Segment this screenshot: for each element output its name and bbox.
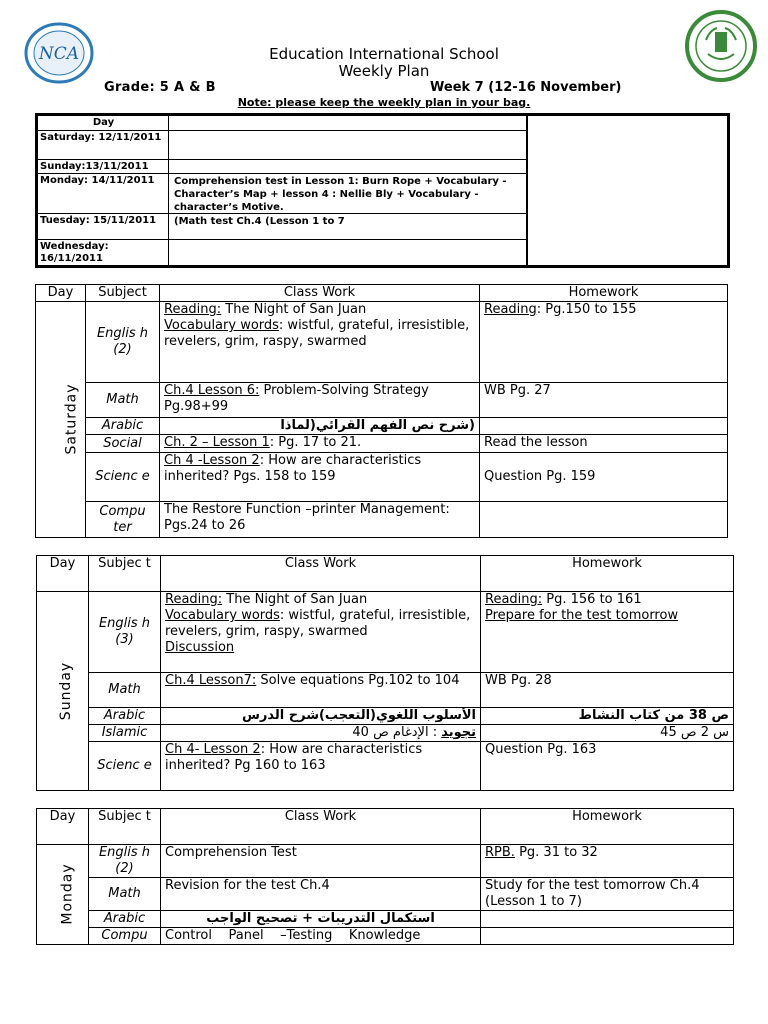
subject-cell: Math <box>89 878 161 911</box>
table-row <box>37 592 734 673</box>
discussion-label: Discussion <box>165 640 235 655</box>
classwork-text: : الإدغام ص 40 <box>352 725 442 740</box>
classwork-label: Ch 4- Lesson 2 <box>165 742 261 757</box>
day-label-cell <box>37 845 89 945</box>
classwork-cell <box>161 592 481 673</box>
table-row <box>37 673 734 708</box>
table-row <box>36 383 728 418</box>
homework-cell <box>481 928 734 945</box>
subject-cell: Compu <box>89 928 161 945</box>
classwork-label: Ch 4 -Lesson 2 <box>164 453 260 468</box>
subject-cell: Englis h (2) <box>86 302 160 383</box>
subject-cell: Compu ter <box>86 502 160 538</box>
homework-cell <box>481 592 734 673</box>
homework-cell: WB Pg. 27 <box>480 383 728 418</box>
homework-label: RPB. <box>485 845 515 860</box>
table-row <box>37 928 734 945</box>
classwork-cell <box>160 435 480 453</box>
week-label: Week 7 (12-16 November) <box>430 80 622 95</box>
col-header-subject: Subjec t <box>89 556 161 592</box>
homework-cell <box>481 911 734 928</box>
classwork-label: Ch.4 Lesson7: <box>165 673 257 688</box>
day-label-cell <box>36 302 86 538</box>
table-row <box>36 435 728 453</box>
col-header-day: Day <box>36 285 86 302</box>
schedule-day: Wednesday: 16/11/2011 <box>40 241 109 264</box>
vocab-text: : wistful, grateful, irresistible, revelers, grim, raspy, swarmed <box>164 318 470 349</box>
subject-cell: Scienc e <box>89 742 161 791</box>
saturday-table <box>35 284 728 538</box>
plan-title: Weekly Plan <box>338 62 430 80</box>
homework-cell <box>481 845 734 878</box>
vocab-label: Vocabulary words <box>164 318 279 333</box>
exam-schedule <box>35 113 730 268</box>
homework-label: Reading <box>484 302 537 317</box>
subject-cell: Islamic <box>89 725 161 742</box>
classwork-text: The Night of San Juan <box>222 592 368 607</box>
table-row <box>37 845 734 878</box>
classwork-text: The Night of San Juan <box>221 302 367 317</box>
classwork-cell: الأسلوب اللغوي(التعجب)شرح الدرس <box>161 708 481 725</box>
classwork-cell: Control Panel –Testing Knowledge <box>161 928 481 945</box>
homework-cell: س 2 ص 45 <box>481 725 734 742</box>
monday-table <box>36 808 734 945</box>
classwork-text: : How are characteristics inherited? Pgs. 158 to 159 <box>164 453 422 484</box>
schedule-day: Sunday:13/11/2011 <box>40 161 149 172</box>
classwork-cell <box>161 742 481 791</box>
note-text: Note: please keep the weekly plan in your bag. <box>237 96 531 109</box>
subject-cell: Math <box>89 673 161 708</box>
homework-cell: ص 38 من كتاب النشاط <box>481 708 734 725</box>
homework-cell: Read the lesson <box>480 435 728 453</box>
table-row <box>37 911 734 928</box>
classwork-cell <box>161 673 481 708</box>
col-header-day: Day <box>37 556 89 592</box>
table-row <box>37 878 734 911</box>
table-row <box>36 502 728 538</box>
schedule-row <box>38 240 526 265</box>
classwork-text: Problem-Solving Strategy Pg.98+99 <box>164 383 429 414</box>
homework-cell <box>480 302 728 383</box>
schedule-row <box>38 131 526 160</box>
schedule-row <box>38 214 526 240</box>
homework-line2: Prepare for the test tomorrow <box>485 608 679 623</box>
homework-cell <box>480 418 728 435</box>
classwork-cell: Comprehension Test <box>161 845 481 878</box>
day-label: Saturday <box>63 383 80 455</box>
sunday-table <box>36 555 734 791</box>
classwork-label: Reading: <box>165 592 223 607</box>
subject-cell: Englis h (2) <box>89 845 161 878</box>
homework-cell: WB Pg. 28 <box>481 673 734 708</box>
table-row <box>36 418 728 435</box>
classwork-label: Reading: <box>164 302 222 317</box>
homework-text: : Pg.150 to 155 <box>536 302 637 317</box>
schedule-day: Saturday: 12/11/2011 <box>40 132 162 143</box>
homework-cell: Question Pg. 159 <box>480 453 728 502</box>
homework-text: Pg. 31 to 32 <box>514 845 598 860</box>
classwork-cell: The Restore Function –printer Management: Pgs.24 to 26 <box>160 502 480 538</box>
day-label: Monday <box>59 863 76 925</box>
schedule-row <box>38 174 526 214</box>
classwork-label: تجويد <box>441 725 476 740</box>
col-header-classwork: Class Work <box>161 556 481 592</box>
col-header-subject: Subjec t <box>89 809 161 845</box>
classwork-text: Solve equations Pg.102 to 104 <box>256 673 460 688</box>
subject-cell: Scienc e <box>86 453 160 502</box>
homework-text: Pg. 156 to 161 <box>542 592 642 607</box>
homework-cell: Study for the test tomorrow Ch.4 (Lesson 1 to 7) <box>481 878 734 911</box>
schedule-day: Tuesday: 15/11/2011 <box>40 215 157 226</box>
subject-cell: Englis h (3) <box>89 592 161 673</box>
schedule-row <box>38 160 526 174</box>
classwork-text: : Pg. 17 to 21. <box>269 435 362 450</box>
col-header-classwork: Class Work <box>161 809 481 845</box>
table-row <box>37 742 734 791</box>
col-header-day: Day <box>37 809 89 845</box>
nca-logo-text: NCA <box>38 44 80 64</box>
classwork-cell: (شرح نص الفهم القرائي(لماذا <box>160 418 480 435</box>
day-label: Sunday <box>58 661 75 720</box>
day-label-cell <box>37 592 89 791</box>
classwork-cell <box>160 383 480 418</box>
homework-label: Reading: <box>485 592 543 607</box>
schedule-content: Comprehension test in Lesson 1: Burn Rope + Vocabulary - Character’s Map + lesson 4 : Nellie Bly + Vocabulary - character’s Motive. <box>174 176 507 213</box>
subject-cell: Math <box>86 383 160 418</box>
classwork-text: : How are characteristics inherited? Pg 160 to 163 <box>165 742 423 773</box>
schedule-content: (Math test Ch.4 (Lesson 1 to 7 <box>174 216 345 227</box>
classwork-cell <box>160 302 480 383</box>
school-name: Education International School <box>269 45 499 63</box>
classwork-cell: Revision for the test Ch.4 <box>161 878 481 911</box>
classwork-cell: استكمال التدريبات + تصحيح الواجب <box>161 911 481 928</box>
col-header-homework: Homework <box>480 285 728 302</box>
subject-cell: Arabic <box>89 708 161 725</box>
col-header-homework: Homework <box>481 809 734 845</box>
col-header-homework: Homework <box>481 556 734 592</box>
col-header-classwork: Class Work <box>160 285 480 302</box>
subject-cell: Social <box>86 435 160 453</box>
table-row <box>36 302 728 383</box>
homework-cell: Question Pg. 163 <box>481 742 734 791</box>
table-row <box>37 725 734 742</box>
classwork-cell <box>160 453 480 502</box>
homework-cell <box>480 502 728 538</box>
classwork-label: Ch. 2 – Lesson 1 <box>164 435 270 450</box>
col-header-subject: Subject <box>86 285 160 302</box>
classwork-cell <box>161 725 481 742</box>
schedule-day: Monday: 14/11/2011 <box>40 175 155 186</box>
subject-cell: Arabic <box>86 418 160 435</box>
grade-label: Grade: 5 A & B <box>104 80 216 95</box>
schedule-header-day: Day <box>92 117 115 128</box>
table-row <box>36 453 728 502</box>
vocab-label: Vocabulary words <box>165 608 280 623</box>
subject-cell: Arabic <box>89 911 161 928</box>
table-row <box>37 708 734 725</box>
schedule-header-row <box>38 116 526 131</box>
vocab-text: : wistful, grateful, irresistible, revelers, grim, raspy, swarmed <box>165 608 471 639</box>
classwork-label: Ch.4 Lesson 6: <box>164 383 260 398</box>
